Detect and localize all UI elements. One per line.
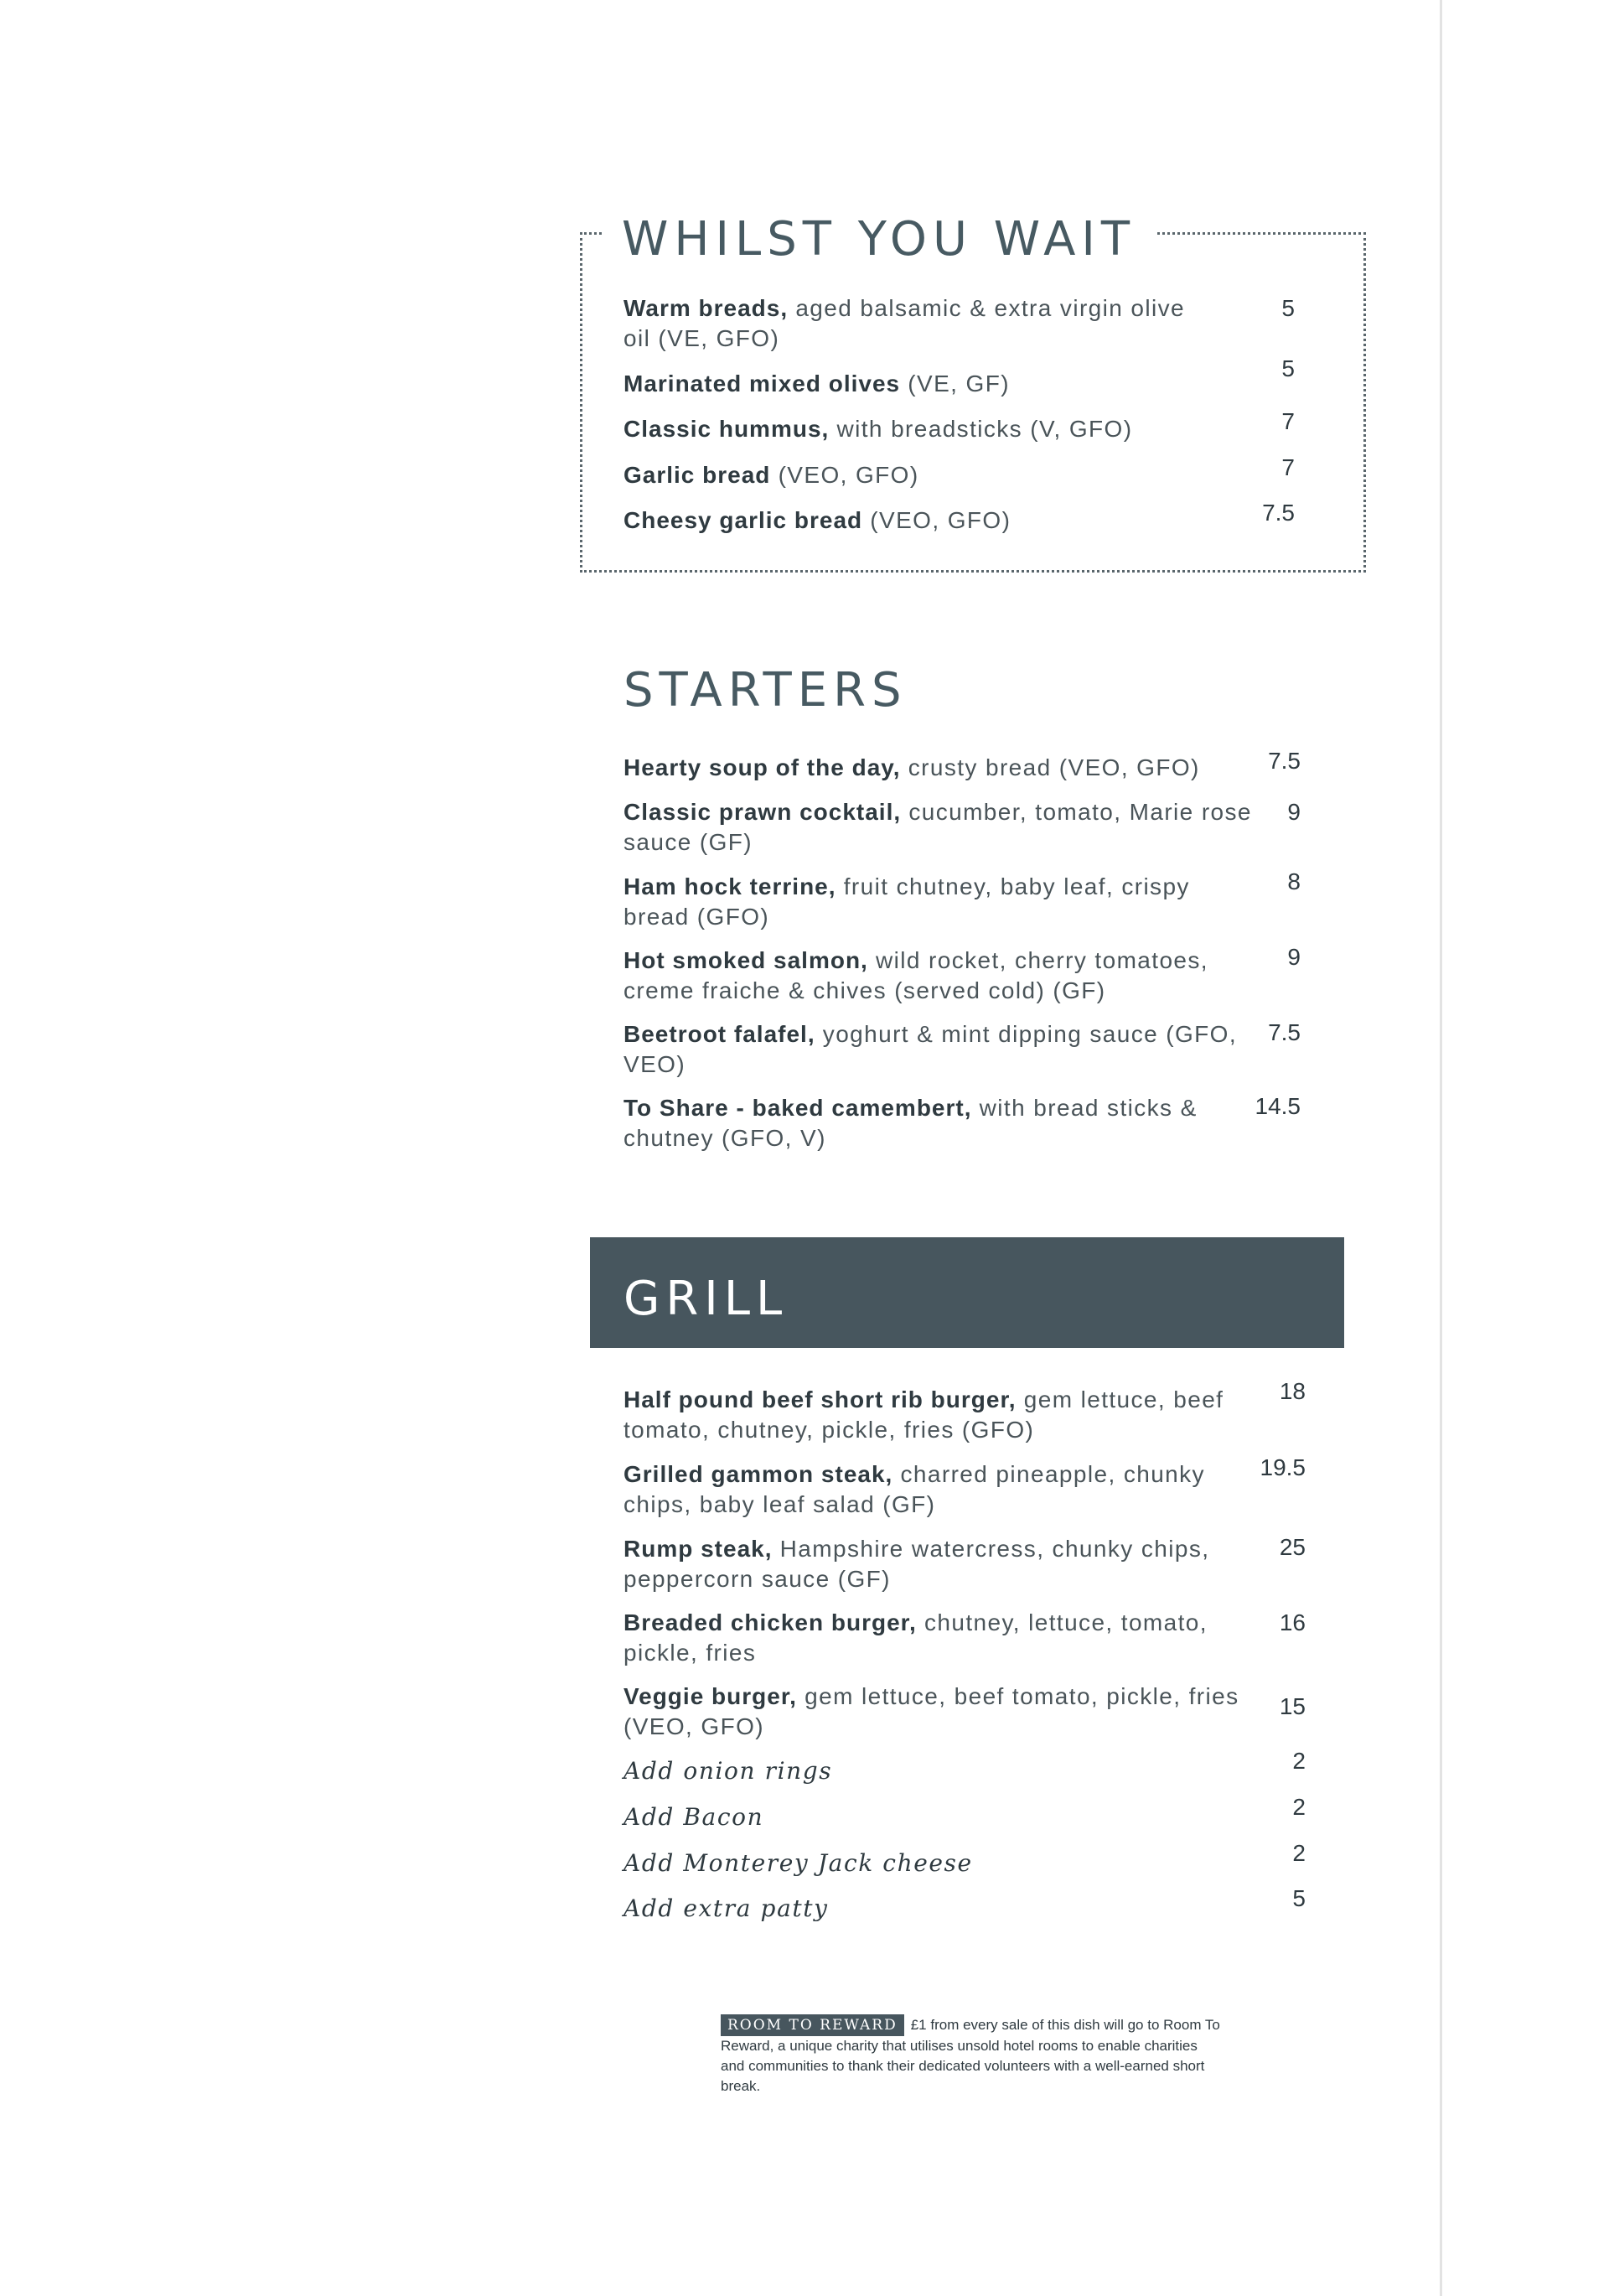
price: 7 xyxy=(1281,454,1295,480)
price: 5 xyxy=(1292,1885,1306,1911)
menu-item-rump-steak: Rump steak, Hampshire watercress, chunky chips, peppercorn sauce (GF) xyxy=(623,1536,1210,1592)
price: 8 xyxy=(1287,868,1301,894)
price: 18 xyxy=(1279,1378,1306,1404)
price: 14.5 xyxy=(1255,1093,1301,1119)
room-to-reward-text: £1 from every sale of this dish will go to Room To Reward, a unique charity that utilises unsold hotel rooms to enable charities and communities to thank their dedicated volunteers with a well-earned short break. xyxy=(721,2017,1220,2094)
extra-patty: Add extra patty xyxy=(623,1894,829,1922)
menu-item-prawn-cocktail: Classic prawn cocktail, cucumber, tomato, Marie rose sauce (GF) xyxy=(623,799,1252,855)
price: 9 xyxy=(1287,944,1301,970)
menu-item-olives: Marinated mixed olives (VE, GF) xyxy=(623,371,1010,396)
price: 15 xyxy=(1279,1693,1306,1719)
room-to-reward-badge: ROOM TO REWARD xyxy=(721,2014,904,2036)
extra-monterey-jack: Add Monterey Jack cheese xyxy=(623,1849,973,1877)
starters-title: STARTERS xyxy=(623,663,908,718)
menu-item-hummus: Classic hummus, with breadsticks (V, GFO) xyxy=(623,416,1133,442)
menu-item-smoked-salmon: Hot smoked salmon, wild rocket, cherry tomatoes, creme fraiche & chives (served cold) (GF) xyxy=(623,947,1208,1003)
room-to-reward-note xyxy=(721,2014,1224,2096)
price: 19.5 xyxy=(1260,1454,1306,1480)
price: 7.5 xyxy=(1262,500,1295,526)
menu-item-warm-breads: Warm breads, aged balsamic & extra virgin olive oil (VE, GFO) xyxy=(623,295,1186,351)
menu-item-gammon-steak: Grilled gammon steak, charred pineapple, chunky chips, baby leaf salad (GF) xyxy=(623,1461,1205,1517)
price: 2 xyxy=(1292,1840,1306,1866)
price: 7.5 xyxy=(1268,1019,1301,1045)
menu-item-garlic-bread: Garlic bread (VEO, GFO) xyxy=(623,462,919,488)
menu-item-cheesy-garlic-bread: Cheesy garlic bread (VEO, GFO) xyxy=(623,507,1011,533)
price: 5 xyxy=(1281,355,1295,381)
menu-item-beetroot-falafel: Beetroot falafel, yoghurt & mint dipping sauce (GFO, VEO) xyxy=(623,1021,1238,1077)
price: 2 xyxy=(1292,1748,1306,1774)
menu-item-chicken-burger: Breaded chicken burger, chutney, lettuce, tomato, pickle, fries xyxy=(623,1609,1208,1666)
price: 9 xyxy=(1287,799,1301,825)
menu-item-short-rib-burger: Half pound beef short rib burger, gem lettuce, beef tomato, chutney, pickle, fries (GFO) xyxy=(623,1386,1224,1443)
price: 2 xyxy=(1292,1794,1306,1820)
price: 7 xyxy=(1281,408,1295,434)
menu-item-soup: Hearty soup of the day, crusty bread (VEO, GFO) xyxy=(623,754,1200,780)
price: 25 xyxy=(1279,1534,1306,1560)
price: 16 xyxy=(1279,1609,1306,1635)
extra-bacon: Add Bacon xyxy=(623,1803,764,1831)
whilst-you-wait-title: WHILST YOU WAIT xyxy=(622,212,1136,267)
menu-item-baked-camembert: To Share - baked camembert, with bread sticks & chutney (GFO, V) xyxy=(623,1095,1198,1151)
extra-onion-rings: Add onion rings xyxy=(623,1757,833,1785)
price: 7.5 xyxy=(1268,748,1301,774)
page-edge xyxy=(1440,0,1442,2296)
grill-title: GRILL xyxy=(623,1272,789,1326)
menu-item-ham-hock-terrine: Ham hock terrine, fruit chutney, baby leaf, crispy bread (GFO) xyxy=(623,873,1190,930)
menu-item-veggie-burger: Veggie burger, gem lettuce, beef tomato, pickle, fries (VEO, GFO) xyxy=(623,1683,1239,1739)
price: 5 xyxy=(1281,295,1295,321)
